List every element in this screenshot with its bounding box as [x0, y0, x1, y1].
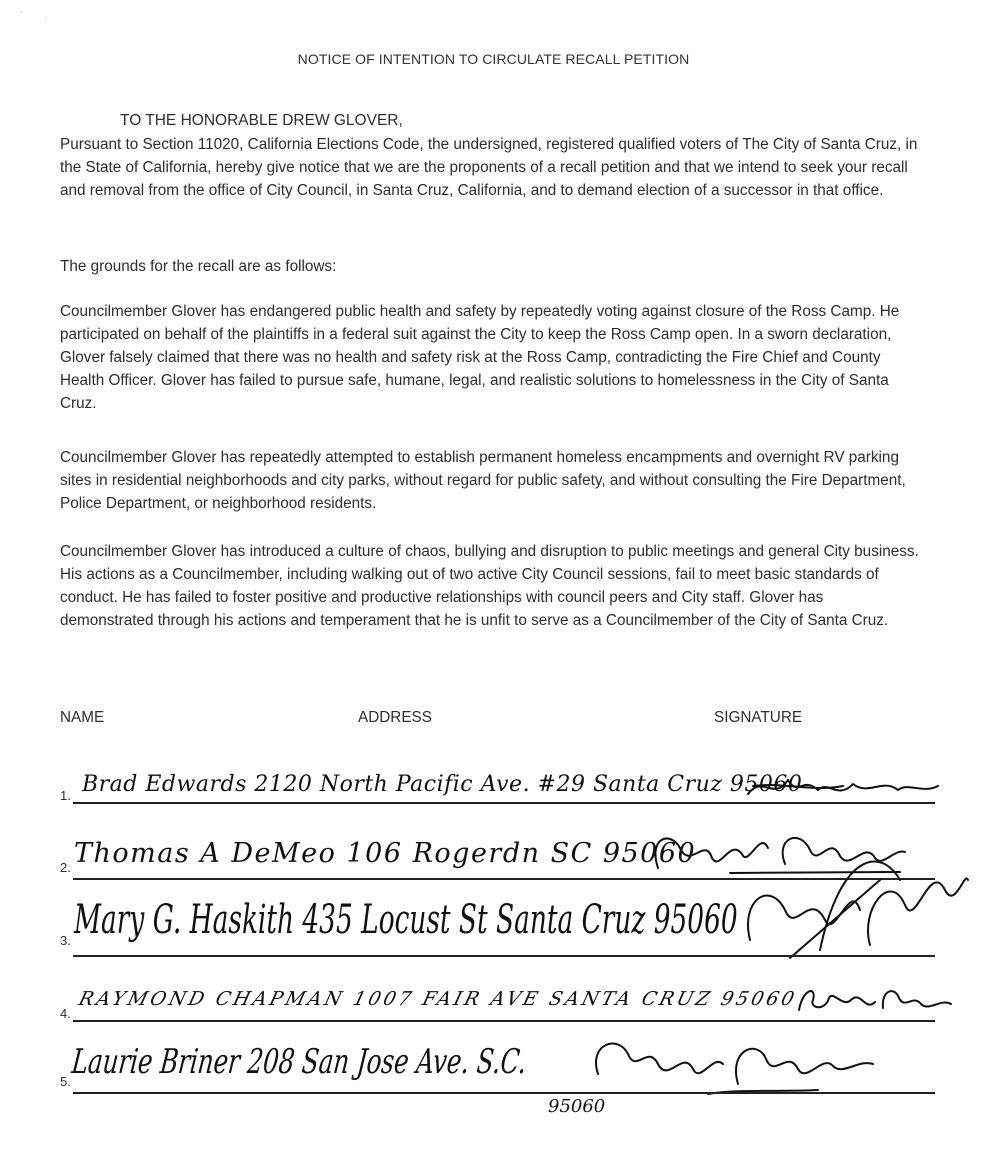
grounds-paragraph-3: Councilmember Glover has introduced a culture of chaos, bullying and disruption to public meetings and general City business. His actions as a Councilmember, including walking out of two active City Council sessions, fail to meet basic standards of conduct. He has failed to foster positive and productive relationships with council peers and City staff. Glover has demonstrated through his actions and temperament that he is unfit to serve as a Councilmember of the City of Santa Cruz. [60, 543, 919, 629]
column-header-name: NAME [60, 709, 105, 726]
grounds-heading: The grounds for the recall are as follows: [60, 258, 337, 275]
column-header-address: ADDRESS [358, 709, 432, 726]
handwritten-entry: Mary G. Haskith 435 Locust St Santa Cruz 95060 [74, 897, 738, 943]
row-number: 3. [60, 933, 71, 948]
grounds-paragraph-1: Councilmember Glover has endangered public health and safety by repeatedly voting against closure of the Ross Camp. He participated on behalf of the plaintiffs in a federal suit against the City to keep the Ross Camp open. In a sworn declaration, Glover falsely claimed that there was no health and safety risk at the Ross Camp, contradicting the Fire Chief and County Health Officer. Glover has failed to pursue safe, humane, legal, and realistic solutions to homelessness in the City of Santa Cruz. [60, 303, 900, 412]
handwritten-entry: Brad Edwards 2120 North Pacific Ave. #29 Santa Cruz 95060 [82, 772, 803, 797]
row-number: 4. [60, 1006, 71, 1021]
scan-speck: ' . [20, 10, 57, 20]
row-number: 2. [60, 860, 71, 875]
document-title: NOTICE OF INTENTION TO CIRCULATE RECALL PETITION [297, 51, 690, 67]
handwritten-entry: RAYMOND CHAPMAN 1007 FAIR AVE SANTA CRUZ 95060 [76, 988, 800, 1010]
row-number: 1. [60, 788, 71, 803]
intro-paragraph: Pursuant to Section 11020, California Elections Code, the undersigned, registered qualified voters of The City of Santa Cruz, in the State of California, hereby give notice that we are the proponents of a recall petition and that we intend to seek your recall and removal from the office of City Council, in Santa Cruz, California, and to demand election of a successor in that office. [60, 136, 918, 199]
signature-scribble [743, 772, 943, 804]
signature-line [73, 802, 935, 804]
row-number: 5. [60, 1074, 71, 1089]
signature-line [73, 1020, 935, 1022]
signature-scribble [795, 982, 955, 1018]
signature-scribble [730, 850, 970, 960]
salutation: TO THE HONORABLE DREW GLOVER, [120, 112, 403, 129]
handwritten-entry: Laurie Briner 208 San Jose Ave. S.C. [69, 1042, 529, 1082]
column-header-signature: SIGNATURE [714, 709, 803, 726]
handwritten-entry: Thomas A DeMeo 106 Rogerdn SC 95060 [74, 838, 697, 869]
signature-scribble [588, 1034, 878, 1104]
signature-line [73, 955, 935, 957]
signature-line [73, 1092, 935, 1094]
handwritten-zip: 95060 [548, 1096, 606, 1117]
grounds-paragraph-2: Councilmember Glover has repeatedly attempted to establish permanent homeless encampments and overnight RV parking sites in residential neighborhoods and city parks, without regard for public safety, and without consulting the Fire Department, Police Department, or neighborhood residents. [60, 449, 906, 512]
